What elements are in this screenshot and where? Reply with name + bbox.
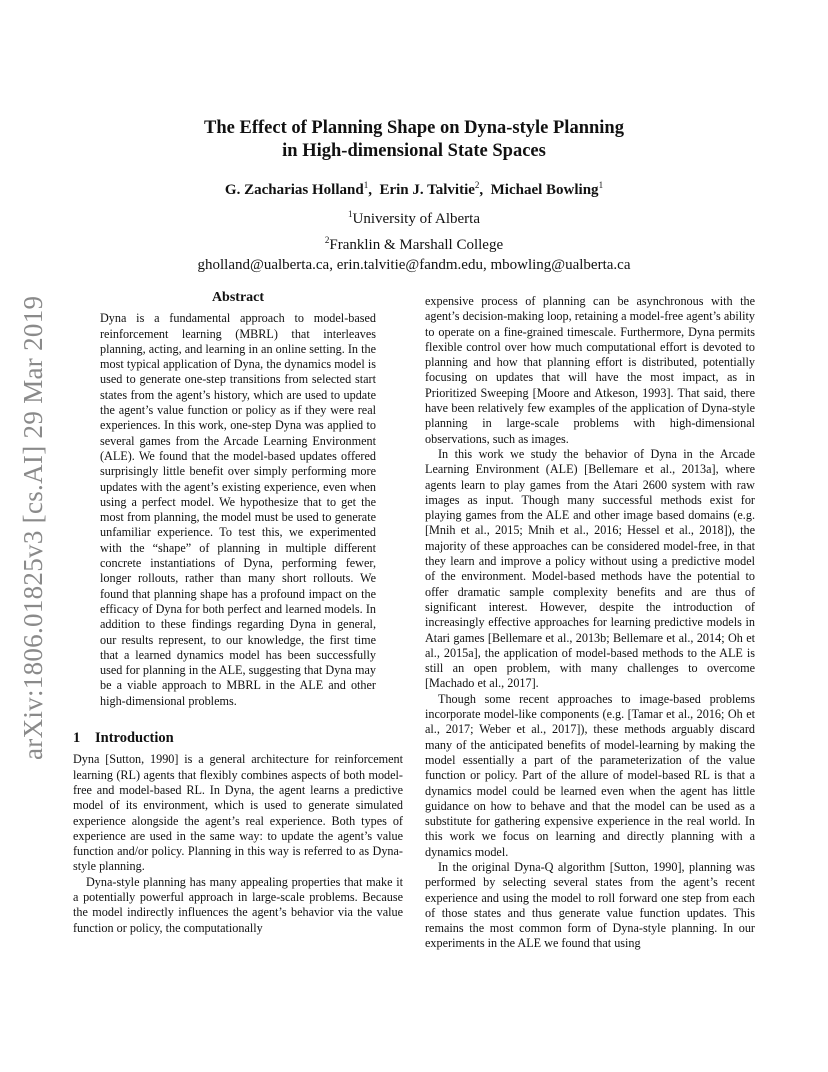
affil-mark: 2	[324, 234, 330, 245]
author-name: Erin J. Talvitie	[379, 182, 475, 198]
title-line-2: in High-dimensional State Spaces	[282, 141, 546, 161]
affil-mark: 1	[348, 209, 353, 219]
author-list: G. Zacharias Holland$^1$, Erin J. Talvitie$^2$, Michael Bowling$^1$	[224, 180, 604, 198]
abstract	[73, 311, 403, 709]
author-affil-mark: 1	[363, 180, 369, 190]
right-column	[425, 294, 755, 952]
author-name: G. Zacharias Holland	[224, 182, 364, 198]
affiliation-line	[0, 204, 828, 230]
body-paragraph: In the original Dyna-Q algorithm [Sutton, 1990], planning was performed by selecting several states from the agent’s recent experience and using the model to roll forward one step from each of those states and thus generate value function updates. This remains the most common form of Dyna-style planning. In our experiments in the ALE we found that using	[425, 859, 755, 951]
title-line-1: The Effect of Planning Shape on Dyna-style Planning	[204, 118, 624, 138]
abstract-heading: Abstract	[211, 290, 265, 305]
paper-title	[0, 117, 828, 163]
section-title: Introduction	[95, 730, 174, 747]
affiliation-line	[0, 230, 828, 256]
intro-paragraph: Dyna-style planning has many appealing properties that make it a potentially powerful approach in large-scale problems. Because the model indirectly influences the agent’s behavior via the value function or policy, the computationally	[73, 874, 403, 935]
author-name: Michael Bowling	[490, 182, 599, 198]
section-number: 1	[73, 730, 81, 747]
affiliation-text: University of Alberta	[352, 211, 480, 227]
author-affil-mark: 2	[474, 180, 480, 190]
left-column	[73, 290, 403, 936]
body-paragraph: Though some recent approaches to image-based problems incorporate model-like components (e.g. [Tamar et al., 2016; Oh et al., 2017; Weber et al., 2017]), these methods arguably discard many of the anticipated benefits of model-learning by making the model essentially a part of the parameterization of the value function or policy. Part of the allure of model-based RL is that a dynamics model could be learned even when the agent has little guidance on how to behave and that the model can be used as a substitute for gathering expensive experience in the real world. In this work we focus on learning and directly planning with a dynamics model.	[425, 691, 755, 859]
body-paragraph: In this work we study the behavior of Dyna in the Arcade Learning Environment (ALE) [Bellemare et al., 2013a], where agents learn to play games from the Atari 2600 system with raw images as input. Though many successful methods exist for playing games from the ALE and other image based domains (e.g. [Mnih et al., 2015; Mnih et al., 2016; Hessel et al., 2018]), the majority of these approaches can be considered model-free, in that they learn and improve a policy without using a predictive model of the environment. Model-based methods have the potential to offer dramatic sample complexity benefits and are thus of significant interest. However, despite the introduction of increasingly effective approaches for learning predictive models in Atari games [Bellemare et al., 2013b; Bellemare et al., 2014; Oh et al., 2015a], the application of model-based methods to the ALE is still an open problem, with many challenges to overcome [Machado et al., 2017].	[425, 446, 755, 691]
arxiv-stamp: arXiv:1806.01825v3 [cs.AI] 29 Mar 2019	[18, 295, 48, 760]
author-emails: gholland@ualberta.ca, erin.talvitie@fandm.edu, mbowling@ualberta.ca	[197, 257, 631, 273]
intro-paragraph: Dyna [Sutton, 1990] is a general architecture for reinforcement learning (RL) agents that flexibly combines aspects of both model-free and model-based RL. In Dyna, the agent learns a predictive model of its environment, which is used to generate simulated experience alongside the agent’s real experience. Both types of experience are used in the same way: to update the agent’s value function and/or policy. Planning in this way is referred to as Dyna-style planning.	[73, 752, 403, 874]
affiliations	[0, 204, 828, 276]
author-affil-mark: 1	[598, 180, 604, 190]
abstract-text: Dyna is a fundamental approach to model-based reinforcement learning (MBRL) that interleaves planning, acting, and learning in an online setting. In the most typical application of Dyna, the dynamics model is used to generate one-step transitions from selected start states from the agent’s history, which are used to update the agent’s value function or policy as if they were real experiences. In this work, one-step Dyna was applied to several games from the Arcade Learning Environment (ALE). We found that the model-based updates offered surprisingly little benefit over simply performing more updates with the agent’s existing experience, even when using a perfect model. We hypothesize that to get the most from planning, the model must be used to generate unfamiliar experience. To test this, we experimented with the “shape” of planning in multiple different concrete instantiations of Dyna, performing fewer, longer rollouts, rather than many short rollouts. We found that planning shape has a profound impact on the efficacy of Dyna for both perfect and learned models. In addition to these findings regarding Dyna in general, our results represent, to our knowledge, the first time that a learned dynamics model has been successfully used for planning in the ALE, suggesting that Dyna may be a viable approach to MBRL in the ALE and other high-dimensional problems.	[100, 311, 376, 708]
body-paragraph: expensive process of planning can be asynchronous with the agent’s decision-making loop, retaining a model-free agent’s ability to operate on a fine-grained timescale. Furthermore, Dyna permits flexible control over how much computational effort is devoted to planning and how that planning effort is distributed, potentially focusing on updates that will have the most impact, as in Prioritized Sweeping [Moore and Atkeson, 1993]. That said, there have been relatively few examples of the application of Dyna-style planning in large-scale problems with high-dimensional observations, such as images.	[425, 294, 755, 446]
affiliation-text: Franklin & Marshall College	[329, 236, 504, 253]
section-heading	[73, 731, 403, 746]
